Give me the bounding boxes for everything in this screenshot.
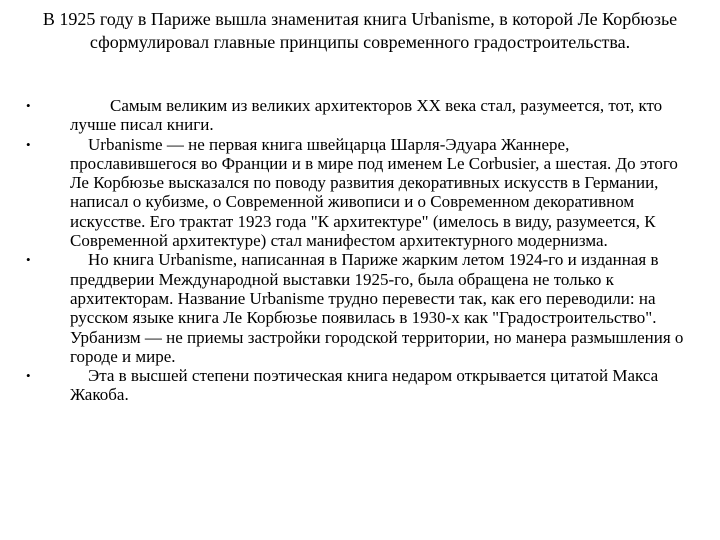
paragraph-text: Эта в высшей степени поэтическая книга недаром открывается цитатой Макса Жакоба. xyxy=(70,366,659,405)
bullet-icon: • xyxy=(26,98,31,113)
paragraph-text: Но книга Urbanisme, написанная в Париже жарким летом 1924-го и изданная в преддверии Международной выставки 1925-го, была обращена не только к архитекторам. Название Urbanisme трудно перевести так, как его переводили: на русском языке книга Ле Корбюзье появилась в 1930-х как "Градостроительство". Урбанизм — не приемы застройки городской территории, но манера размышления о городе и мире. xyxy=(70,250,684,366)
list-item xyxy=(26,366,686,405)
bullet-icon: • xyxy=(26,136,31,152)
paragraph-text: Urbanisme — не первая книга швейцарца Шарля-Эдуара Жаннере, прославившегося во Франции и в мире под именем Le Corbusier, а шестая. До этого Ле Корбюзье высказался по поводу развития декоративных искусств в Германии, написал о кубизме, о Современной живописи и о Современном декоративном искусстве. Его трактат 1923 года "К архитектуре" (имелось в виду, разумеется, К Современной архитектуре) стал манифестом архитектурного модернизма. xyxy=(70,134,678,251)
paragraph-text: Самым великим из великих архитекторов XX века стал, разумеется, тот, кто лучше писал книги. xyxy=(70,96,663,135)
bullet-icon: • xyxy=(26,252,31,268)
body-text-list xyxy=(26,96,686,405)
slide-title: В 1925 году в Париже вышла знаменитая книга Urbanisme, в которой Ле Корбюзье сформулировал главные принципы современного градостроительства. xyxy=(42,9,678,52)
list-item xyxy=(26,135,686,251)
list-item xyxy=(26,96,686,135)
list-item xyxy=(26,250,686,366)
bullet-icon: • xyxy=(26,368,31,384)
